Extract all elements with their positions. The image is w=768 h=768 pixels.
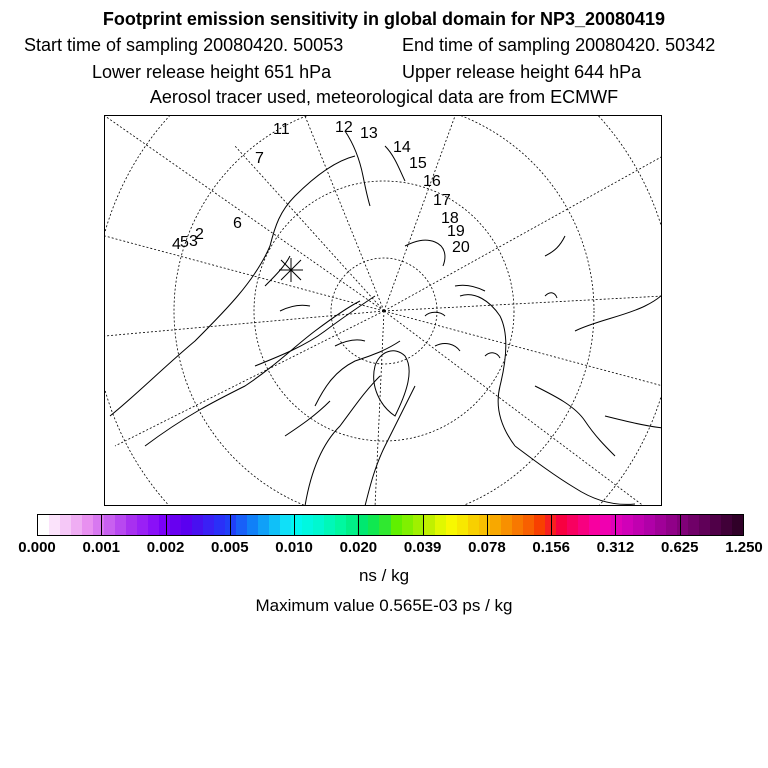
colorbar-cell (247, 515, 258, 535)
trajectory-label: 12 (335, 119, 353, 136)
trajectory-label: 15 (409, 155, 427, 172)
colorbar-cell (512, 515, 523, 535)
colorbar-cell (313, 515, 324, 535)
tracer-label: Aerosol tracer used, meteorological data are from ECMWF (149, 87, 619, 107)
trajectory-label: 14 (393, 139, 411, 156)
map-title: Footprint emission sensitivity in global domain for NP3_20080419 (102, 9, 666, 29)
trajectory-label: 5 (180, 234, 189, 251)
colorbar-cell (600, 515, 611, 535)
colorbar-separator (680, 514, 681, 536)
colorbar-cell (137, 515, 148, 535)
colorbar-cell (38, 515, 49, 535)
colorbar-cell (589, 515, 600, 535)
lower-height-label: Lower release height 651 hPa (92, 62, 332, 82)
colorbar-cell (379, 515, 390, 535)
colorbar-cell (214, 515, 225, 535)
trajectory-label: 17 (433, 192, 451, 209)
colorbar-separator (615, 514, 616, 536)
colorbar-cell (302, 515, 313, 535)
colorbar-cell (71, 515, 82, 535)
trajectory-label: 19 (447, 223, 465, 240)
colorbar-tick-label: 0.625 (660, 539, 699, 556)
trajectory-label: 11 (273, 121, 290, 138)
colorbar-tick-label: 0.312 (596, 539, 635, 556)
colorbar-cell (490, 515, 501, 535)
colorbar-cell (49, 515, 60, 535)
colorbar-cell (291, 515, 302, 535)
colorbar-cell (457, 515, 468, 535)
colorbar-separator (551, 514, 552, 536)
colorbar (37, 514, 744, 536)
colorbar-unit: ns / kg (358, 566, 410, 585)
colorbar-cell (622, 515, 633, 535)
colorbar-cell (446, 515, 457, 535)
trajectory-numbers (172, 119, 470, 256)
colorbar-cell (534, 515, 545, 535)
trajectory-label: 13 (360, 125, 378, 142)
colorbar-separator (166, 514, 167, 536)
colorbar-cell (402, 515, 413, 535)
trajectory-label: 7 (255, 150, 264, 167)
colorbar-tick-label: 0.156 (532, 539, 570, 556)
colorbar-cell (115, 515, 126, 535)
colorbar-separator (230, 514, 231, 536)
colorbar-cell (391, 515, 402, 535)
colorbar-tick-label: 0.010 (275, 539, 313, 556)
end-time-label: End time of sampling 20080420. 50342 (402, 35, 716, 55)
colorbar-cell (633, 515, 644, 535)
colorbar-cell (335, 515, 346, 535)
colorbar-cell (346, 515, 357, 535)
colorbar-cell (203, 515, 214, 535)
release-point-marker (279, 258, 303, 282)
colorbar-cell (567, 515, 578, 535)
colorbar-separator (101, 514, 102, 536)
colorbar-cell (269, 515, 280, 535)
colorbar-cell (435, 515, 446, 535)
colorbar-cell (666, 515, 677, 535)
polar-map (105, 116, 662, 506)
colorbar-cell (148, 515, 159, 535)
colorbar-cell (192, 515, 203, 535)
colorbar-tick-label: 0.039 (403, 539, 442, 556)
colorbar-cell (468, 515, 479, 535)
colorbar-tick-label: 0.000 (18, 539, 56, 556)
colorbar-cell (699, 515, 710, 535)
colorbar-cell (236, 515, 247, 535)
colorbar-cell (710, 515, 721, 535)
colorbar-cell (324, 515, 335, 535)
colorbar-tick-label: 0.001 (82, 539, 121, 556)
colorbar-tick-label: 0.005 (211, 539, 249, 556)
colorbar-separator (423, 514, 424, 536)
trajectory-label: 18 (441, 210, 459, 227)
colorbar-separator (358, 514, 359, 536)
colorbar-cell (82, 515, 93, 535)
colorbar-cell (368, 515, 379, 535)
colorbar-cell (126, 515, 137, 535)
colorbar-cell (93, 515, 104, 535)
trajectory-label: 20 (452, 239, 470, 256)
colorbar-separator (294, 514, 295, 536)
colorbar-cell (181, 515, 192, 535)
graticule (105, 116, 662, 506)
colorbar-tick-label: 0.002 (146, 539, 185, 556)
colorbar-cell (501, 515, 512, 535)
maximum-value-label: Maximum value 0.565E-03 ps / kg (255, 596, 513, 615)
colorbar-cell (732, 515, 743, 535)
trajectory-label: 3 (189, 233, 198, 250)
colorbar-cell (523, 515, 534, 535)
trajectory-label: 2 (195, 226, 204, 243)
colorbar-tick-label: 0.020 (339, 539, 378, 556)
colorbar-cell (170, 515, 181, 535)
colorbar-cell (655, 515, 666, 535)
colorbar-cell (60, 515, 71, 535)
trajectory-label: 4 (172, 236, 181, 253)
upper-height-label: Upper release height 644 hPa (402, 62, 642, 82)
colorbar-cell (258, 515, 269, 535)
colorbar-cell (424, 515, 435, 535)
map-panel (104, 115, 662, 506)
colorbar-cell (688, 515, 699, 535)
colorbar-cell (721, 515, 732, 535)
colorbar-cell (556, 515, 567, 535)
colorbar-cell (104, 515, 115, 535)
colorbar-cell (677, 515, 688, 535)
trajectory-label: 16 (423, 173, 441, 190)
colorbar-tick-label: 0.078 (468, 539, 506, 556)
trajectory-label: 6 (233, 215, 242, 232)
colorbar-separator (487, 514, 488, 536)
colorbar-cell (644, 515, 655, 535)
colorbar-cell (578, 515, 589, 535)
start-time-label: Start time of sampling 20080420. 50053 (24, 35, 344, 55)
coastlines (110, 131, 662, 506)
colorbar-tick-label: 1.250 (725, 539, 763, 556)
colorbar-cell (479, 515, 490, 535)
colorbar-cell (280, 515, 291, 535)
